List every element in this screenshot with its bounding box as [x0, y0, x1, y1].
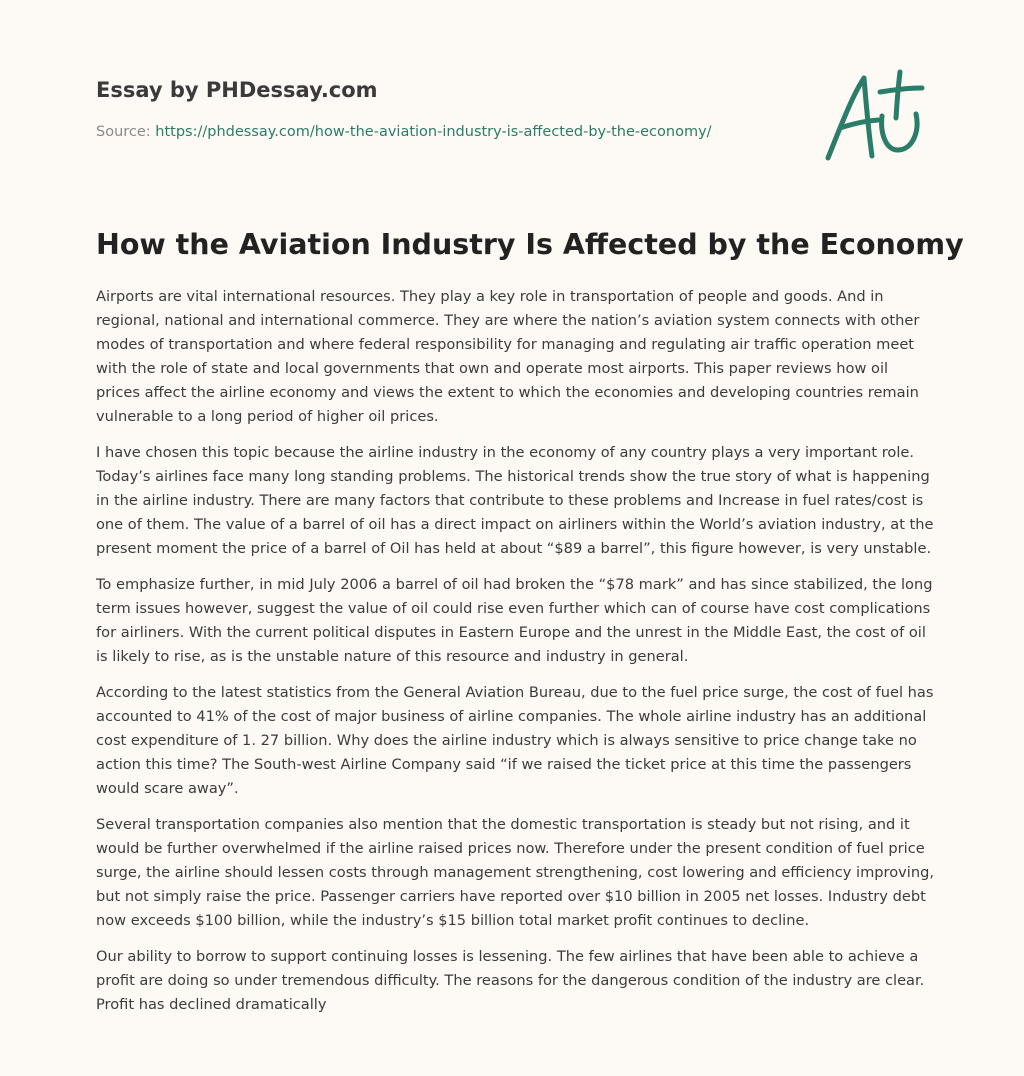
essay-paragraph: Our ability to borrow to support continuing losses is lessening. The few airlines that have been able to achieve a profit are doing so under tremendous difficulty. The reasons for the dangerous condition of the industry are clear. Profit has declined dramatically: [96, 948, 925, 1013]
source-label: Source:: [96, 124, 151, 140]
a-plus-logo: [818, 66, 930, 166]
source-link[interactable]: https://phdessay.com/how-the-aviation-industry-is-affected-by-the-economy/: [155, 124, 712, 140]
essay-body: [96, 285, 934, 1029]
essay-paragraph: Airports are vital international resources. They play a key role in transportation of people and goods. And in regional, national and international commerce. They are where the nation’s aviation system connects with other modes of transportation and where federal responsibility for managing and regulating air traffic operation meet with the role of state and local governments that own and operate most airports. This paper reviews how oil prices affect the airline economy and views the extent to which the economies and developing countries remain vulnerable to a long period of higher oil prices.: [96, 288, 920, 425]
essay-title: How the Aviation Industry Is Affected by the Economy: [96, 228, 964, 261]
essay-header: [96, 76, 796, 142]
site-title: Essay by PHDessay.com: [96, 78, 378, 102]
essay-paragraph: To emphasize further, in mid July 2006 a barrel of oil had broken the “$78 mark” and has since stabilized, the long term issues however, suggest the value of oil could rise even further which can of course have cost complications for airliners. With the current political disputes in Eastern Europe and the unrest in the Middle East, the cost of oil is likely to rise, as is the unstable nature of this resource and industry in general.: [96, 576, 933, 665]
essay-paragraph: I have chosen this topic because the airline industry in the economy of any country plays a very important role. Today’s airlines face many long standing problems. The historical trends show the true story of what is happening in the airline industry. There are many factors that contribute to these problems and Increase in fuel rates/cost is one of them. The value of a barrel of oil has a direct impact on airliners within the World’s aviation industry, at the present moment the price of a barrel of Oil has held at about “$89 a barrel”, this figure however, is very unstable.: [96, 444, 934, 557]
source-line: [96, 122, 796, 142]
essay-paragraph: Several transportation companies also mention that the domestic transportation is steady but not rising, and it would be further overwhelmed if the airline raised prices now. Therefore under the present condition of fuel price surge, the airline should lessen costs through management strengthening, cost lowering and efficiency improving, but not simply raise the price. Passenger carriers have reported over $10 billion in 2005 net losses. Industry debt now exceeds $100 billion, while the industry’s $15 billion total market profit continues to decline.: [96, 816, 935, 929]
essay-paragraph: According to the latest statistics from the General Aviation Bureau, due to the fuel price surge, the cost of fuel has accounted to 41% of the cost of major business of airline companies. The whole airline industry has an additional cost expenditure of 1. 27 billion. Why does the airline industry which is always sensitive to price change take no action this time? The South-west Airline Company said “if we raised the ticket price at this time the passengers would scare away”.: [96, 684, 934, 797]
a-plus-logo-icon: [818, 66, 930, 166]
